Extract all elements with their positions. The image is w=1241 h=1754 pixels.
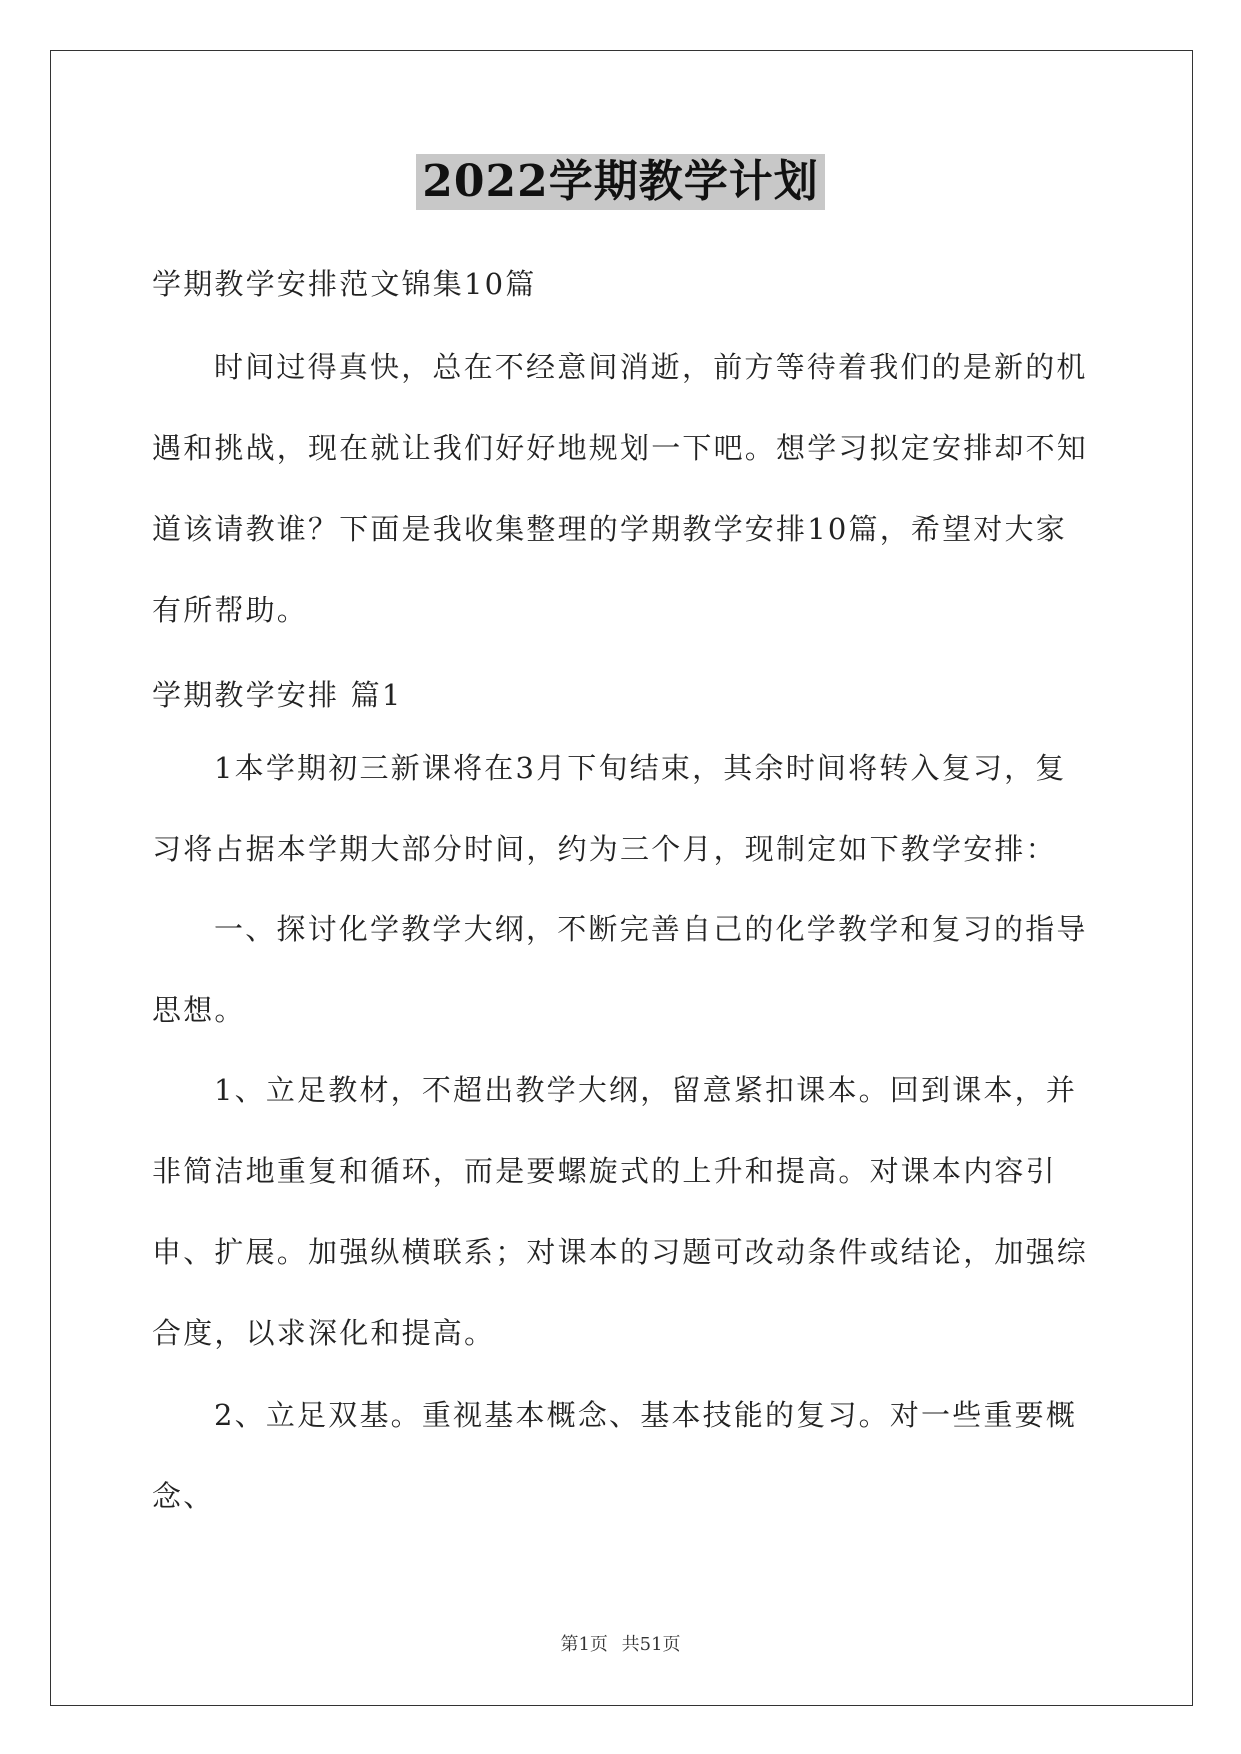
document-title: 2022学期教学计划 [416, 154, 824, 210]
body-paragraph: 1、立足教材，不超出教学大纲，留意紧扣课本。回到课本，并非简洁地重复和循环，而是要螺旋式的上升和提高。对课本内容引申、扩展。加强纵横联系；对课本的习题可改动条件或结论，加强综合度，以求深化和提高。 [152, 1073, 1089, 1350]
title-container [0, 154, 1241, 210]
page-number: 第1页 [560, 1634, 608, 1655]
document-subtitle: 学期教学安排范文锦集10篇 [152, 267, 537, 301]
intro-paragraph: 时间过得真快，总在不经意间消逝，前方等待着我们的是新的机遇和挑战，现在就让我们好好地规划一下吧。想学习拟定安排却不知道该请教谁？下面是我收集整理的学期教学安排10篇，希望对大家有所帮助。 [152, 350, 1089, 627]
section-heading: 学期教学安排 篇1 [152, 678, 403, 712]
body-paragraph: 1本学期初三新课将在3月下旬结束，其余时间将转入复习，复习将占据本学期大部分时间，约为三个月，现制定如下教学安排： [152, 751, 1067, 866]
body-paragraph: 2、立足双基。重视基本概念、基本技能的复习。对一些重要概念、 [152, 1398, 1078, 1513]
page-total: 共51页 [621, 1634, 681, 1655]
body-paragraph: 一、探讨化学教学大纲，不断完善自己的化学教学和复习的指导思想。 [152, 912, 1088, 1027]
page-footer [0, 1630, 1241, 1656]
